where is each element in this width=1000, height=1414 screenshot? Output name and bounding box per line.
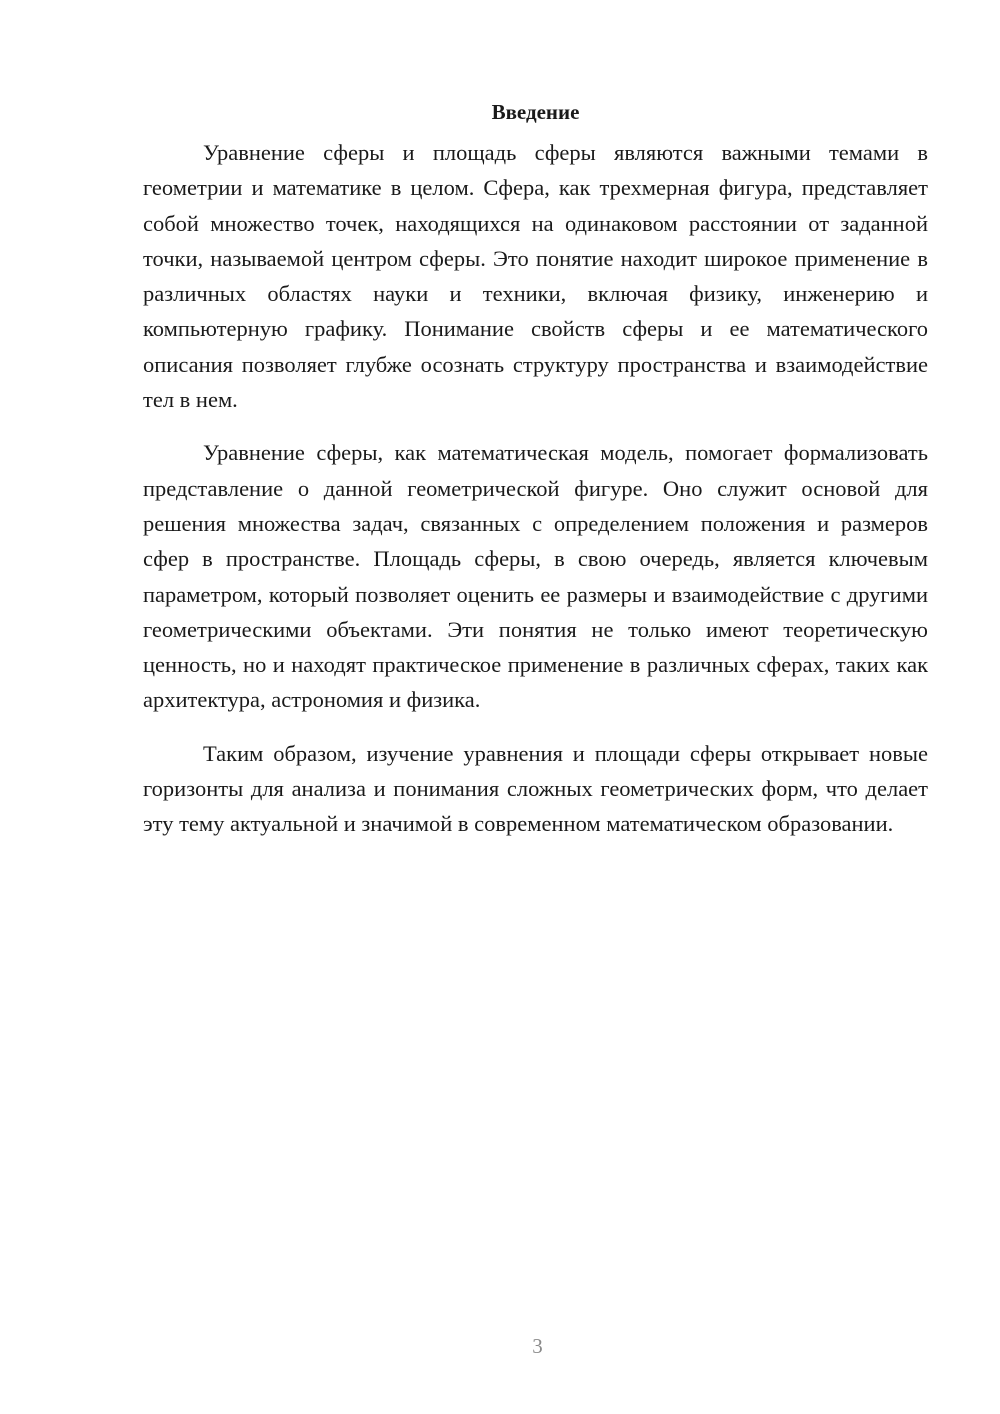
section-heading: Введение <box>491 100 580 124</box>
paragraph-1: Уравнение сферы и площадь сферы являются важными темами в геометрии и математике в целом. Сфера, как трехмерная фигура, представляет собой множество точек, находящихся на одинаковом расстоянии от заданной точки, называемой центром сферы. Это понятие находит широкое применение в различных областях науки и техники, включая физику, инженерию и компьютерную графику. Понимание свойств сферы и ее математического описания позволяет глубже осознать структуру пространства и взаимодействие тел в нем. <box>143 140 928 413</box>
paragraph-2: Уравнение сферы, как математическая модель, помогает формализовать представление о данной геометрической фигуре. Оно служит основой для решения множества задач, связанных с определением положения и размеров сфер в пространстве. Площадь сферы, в свою очередь, является ключевым параметром, который позволяет оценить ее размеры и взаимодействие с другими геометрическими объектами. Эти понятия не только имеют теоретическую ценность, но и находят практическое применение в различных сферах, таких как архитектура, астрономия и физика. <box>143 440 928 713</box>
page-number: 3 <box>532 1334 543 1358</box>
page-content <box>143 94 928 860</box>
paragraph-3: Таким образом, изучение уравнения и площади сферы открывает новые горизонты для анализа и понимания сложных геометрических форм, что делает эту тему актуальной и значимой в современном математическом образовании. <box>143 740 928 837</box>
